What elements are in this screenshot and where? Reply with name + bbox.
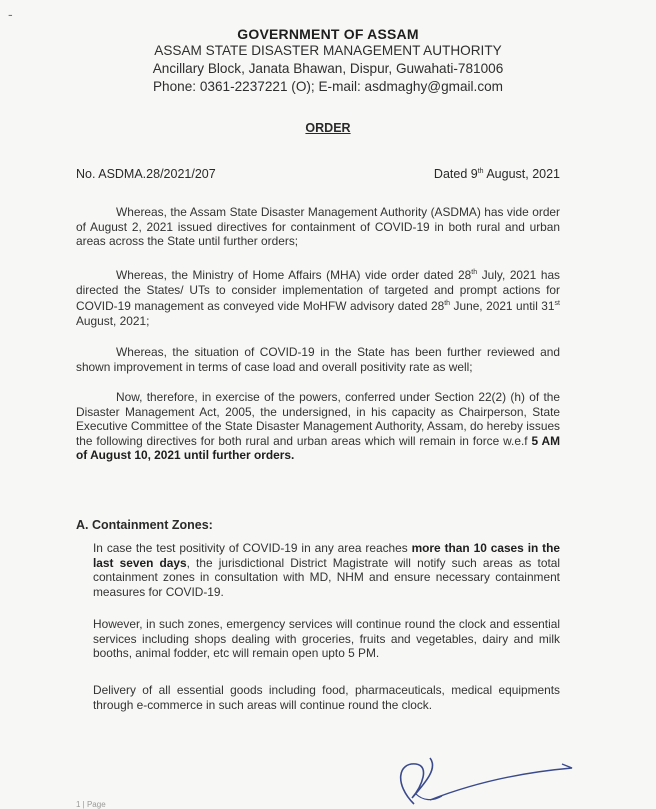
order-title: ORDER bbox=[305, 121, 351, 135]
paragraph-2-text-a: Whereas, the Ministry of Home Affairs (MHA) vide order dated 28 bbox=[116, 267, 472, 282]
paragraph-2-sup-2: th bbox=[444, 300, 451, 308]
reference-row bbox=[76, 167, 560, 181]
section-a-item-1 bbox=[93, 541, 560, 599]
paragraph-4 bbox=[76, 390, 560, 463]
order-date bbox=[434, 167, 560, 181]
paragraph-2-text-d: August, 2021; bbox=[76, 313, 150, 328]
section-a-item-1-threshold: more than 10 cases in the last seven days bbox=[93, 541, 560, 570]
paragraph-2-text-c: June, 2021 until 31 bbox=[450, 299, 555, 314]
authority-name: ASSAM STATE DISASTER MANAGEMENT AUTHORITY bbox=[154, 43, 502, 58]
paragraph-2-sup-3: st bbox=[554, 300, 560, 308]
paragraph-3-text: Whereas, the situation of COVID-19 in the State has been further reviewed and shown improvement in terms of case load and overall positivity rate as well; bbox=[76, 345, 560, 374]
corner-mark: - bbox=[8, 6, 13, 22]
section-a-item-1-text-b: , the jurisdictional District Magistrate will notify such areas as total containment zones in consultation with MD, NHM and ensure necessary containment measures for COVID-19. bbox=[93, 555, 560, 599]
paragraph-1-text: Whereas, the Assam State Disaster Management Authority (ASDMA) has vide order of August 2, 2021 issued directives for containment of COVID-19 in both rural and urban areas across the State until further orders; bbox=[76, 205, 560, 249]
letterhead bbox=[0, 26, 656, 96]
date-suffix: August, 2021 bbox=[483, 167, 560, 181]
signature bbox=[386, 754, 586, 808]
reference-number: No. ASDMA.28/2021/207 bbox=[76, 167, 216, 181]
government-title: GOVERNMENT OF ASSAM bbox=[237, 26, 419, 42]
paragraph-4-text: Now, therefore, in exercise of the powers, conferred under Section 22(2) (h) of the Disaster Management Act, 2005, the undersigned, in his capacity as Chairperson, State Executive Committee of the State Disaster Management Authority, Assam, do hereby issues the following directives for both rural and urban areas which will remain in force w.e.f bbox=[76, 390, 560, 448]
paragraph-2-sup-1: th bbox=[471, 269, 478, 276]
section-a-item-2: However, in such zones, emergency services will continue round the clock and essential services including shops dealing with groceries, fruits and vegetables, dairy and milk booths, animal fodder, etc will remain open upto 5 PM. bbox=[93, 617, 560, 661]
paragraph-2 bbox=[76, 266, 560, 328]
authority-address: Ancillary Block, Janata Bhawan, Dispur, Guwahati-781006 bbox=[152, 61, 504, 76]
paragraph-1 bbox=[76, 205, 560, 249]
date-ordinal: th bbox=[477, 167, 484, 175]
paragraph-3 bbox=[76, 345, 560, 374]
section-a-item-1-text-a: In case the test positivity of COVID-19 in any area reaches bbox=[93, 541, 412, 555]
section-a-item-3: Delivery of all essential goods including food, pharmaceuticals, medical equipments through e-commerce in such areas will continue round the clock. bbox=[93, 683, 560, 712]
date-prefix: Dated 9 bbox=[433, 167, 478, 181]
paragraph-2-text-b: July, 2021 has directed the States/ UTs to consider implementation of targeted and prompt actions for COVID-19 management as conveyed vide MoHFW advisory dated 28 bbox=[76, 267, 560, 314]
authority-contact: Phone: 0361-2237221 (O); E-mail: asdmaghy@gmail.com bbox=[152, 79, 504, 94]
page-footer: 1 | Page bbox=[76, 800, 106, 809]
paragraph-4-effective-date: 5 AM of August 10, 2021 until further orders. bbox=[76, 433, 560, 463]
section-a-heading: A. Containment Zones: bbox=[76, 518, 213, 532]
